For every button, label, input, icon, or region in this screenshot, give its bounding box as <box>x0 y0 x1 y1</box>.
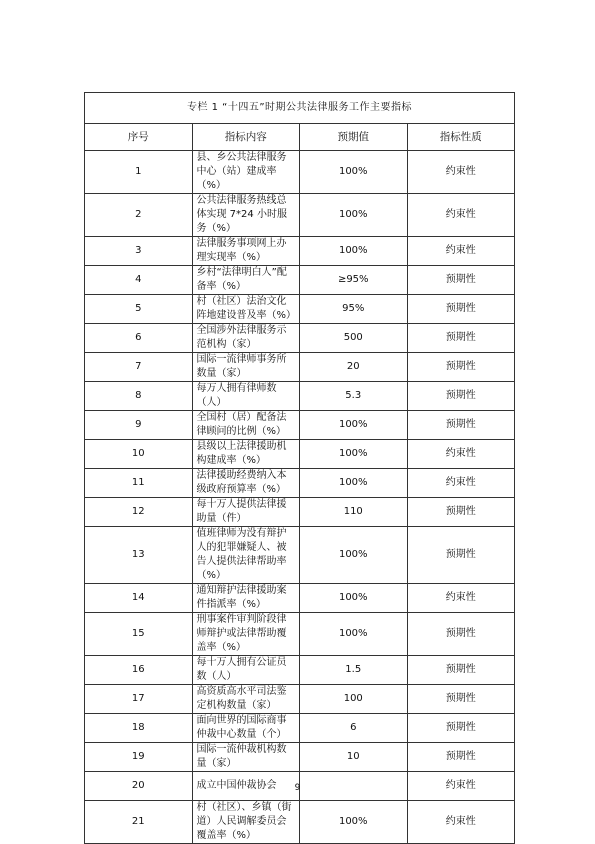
row-nature: 预期性 <box>407 353 515 382</box>
row-expected-value: 100% <box>300 527 408 584</box>
row-content: 法律援助经费纳入本级政府预算率（%） <box>192 469 300 498</box>
row-nature: 预期性 <box>407 266 515 295</box>
table-row <box>85 151 515 194</box>
table-title: 专栏 1 “十四五”时期公共法律服务工作主要指标 <box>85 93 515 124</box>
row-nature: 预期性 <box>407 324 515 353</box>
table-row <box>85 801 515 844</box>
row-expected-value: 5.3 <box>300 382 408 411</box>
row-expected-value: 100% <box>300 151 408 194</box>
table-row <box>85 440 515 469</box>
row-expected-value: 1.5 <box>300 656 408 685</box>
row-nature: 预期性 <box>407 685 515 714</box>
row-number: 16 <box>85 656 193 685</box>
header-expected-value: 预期值 <box>300 124 408 151</box>
row-nature: 预期性 <box>407 714 515 743</box>
row-expected-value: ≥95% <box>300 266 408 295</box>
row-content: 每万人拥有律师数（人） <box>192 382 300 411</box>
row-number: 18 <box>85 714 193 743</box>
row-nature: 预期性 <box>407 613 515 656</box>
row-expected-value: 100% <box>300 440 408 469</box>
row-nature: 预期性 <box>407 498 515 527</box>
row-content: 每十万人提供法律援助量（件） <box>192 498 300 527</box>
row-number: 14 <box>85 584 193 613</box>
row-content: 村（社区）法治文化阵地建设普及率（%） <box>192 295 300 324</box>
row-number: 5 <box>85 295 193 324</box>
table-row <box>85 743 515 772</box>
table-row <box>85 469 515 498</box>
row-number: 2 <box>85 194 193 237</box>
row-content: 高资质高水平司法鉴定机构数量（家） <box>192 685 300 714</box>
table-row <box>85 584 515 613</box>
row-content: 乡村“法律明白人”配备率（%） <box>192 266 300 295</box>
row-number: 21 <box>85 801 193 844</box>
row-nature: 约束性 <box>407 469 515 498</box>
header-number: 序号 <box>85 124 193 151</box>
row-expected-value: 6 <box>300 714 408 743</box>
table-row <box>85 353 515 382</box>
row-number: 12 <box>85 498 193 527</box>
row-number: 4 <box>85 266 193 295</box>
table-row <box>85 685 515 714</box>
row-nature: 约束性 <box>407 584 515 613</box>
table-row <box>85 237 515 266</box>
table-row <box>85 714 515 743</box>
row-nature: 约束性 <box>407 151 515 194</box>
row-number: 20 <box>85 772 193 801</box>
row-content: 每十万人拥有公证员数（人） <box>192 656 300 685</box>
row-expected-value: 100 <box>300 685 408 714</box>
row-number: 19 <box>85 743 193 772</box>
row-expected-value: 95% <box>300 295 408 324</box>
row-number: 3 <box>85 237 193 266</box>
table-header-row <box>85 124 515 151</box>
row-content: 全国村（居）配备法律顾问的比例（%） <box>192 411 300 440</box>
row-nature: 预期性 <box>407 382 515 411</box>
table-row <box>85 382 515 411</box>
row-expected-value: 20 <box>300 353 408 382</box>
row-content: 面向世界的国际商事仲裁中心数量（个） <box>192 714 300 743</box>
table-row <box>85 295 515 324</box>
row-content: 全国涉外法律服务示范机构（家） <box>192 324 300 353</box>
row-content: 县级以上法律援助机构建成率（%） <box>192 440 300 469</box>
row-nature: 约束性 <box>407 194 515 237</box>
page-number: 9 <box>294 783 301 793</box>
row-expected-value: 100% <box>300 411 408 440</box>
row-content: 国际一流仲裁机构数量（家） <box>192 743 300 772</box>
row-content: 国际一流律师事务所数量（家） <box>192 353 300 382</box>
row-expected-value: 100% <box>300 194 408 237</box>
row-number: 6 <box>85 324 193 353</box>
row-content: 法律服务事项网上办理实现率（%） <box>192 237 300 266</box>
row-expected-value: 100% <box>300 469 408 498</box>
row-number: 13 <box>85 527 193 584</box>
indicator-table <box>84 92 515 844</box>
row-nature: 约束性 <box>407 772 515 801</box>
row-nature: 预期性 <box>407 295 515 324</box>
row-nature: 预期性 <box>407 743 515 772</box>
row-nature: 预期性 <box>407 527 515 584</box>
row-nature: 预期性 <box>407 656 515 685</box>
row-number: 11 <box>85 469 193 498</box>
row-content: 通知辩护法律援助案件指派率（%） <box>192 584 300 613</box>
row-content: 县、乡公共法律服务中心（站）建成率（%） <box>192 151 300 194</box>
row-content: 值班律师为没有辩护人的犯罪嫌疑人、被告人提供法律帮助率（%） <box>192 527 300 584</box>
table-row <box>85 266 515 295</box>
row-expected-value: 110 <box>300 498 408 527</box>
row-number: 1 <box>85 151 193 194</box>
row-number: 8 <box>85 382 193 411</box>
table-row <box>85 498 515 527</box>
row-number: 15 <box>85 613 193 656</box>
row-content: 刑事案件审判阶段律师辩护或法律帮助覆盖率（%） <box>192 613 300 656</box>
row-expected-value: 100% <box>300 237 408 266</box>
table-row <box>85 194 515 237</box>
table-row <box>85 656 515 685</box>
row-nature: 约束性 <box>407 237 515 266</box>
row-nature: 预期性 <box>407 411 515 440</box>
table-row <box>85 411 515 440</box>
row-content: 成立中国仲裁协会 <box>192 772 300 801</box>
row-content: 村（社区）、乡镇（街道）人民调解委员会覆盖率（%） <box>192 801 300 844</box>
row-expected-value: 500 <box>300 324 408 353</box>
table-row <box>85 527 515 584</box>
header-nature: 指标性质 <box>407 124 515 151</box>
header-content: 指标内容 <box>192 124 300 151</box>
row-number: 7 <box>85 353 193 382</box>
row-number: 17 <box>85 685 193 714</box>
row-nature: 约束性 <box>407 440 515 469</box>
row-nature: 约束性 <box>407 801 515 844</box>
row-expected-value: 100% <box>300 613 408 656</box>
table-row <box>85 324 515 353</box>
table-row <box>85 613 515 656</box>
row-expected-value: 100% <box>300 801 408 844</box>
row-content: 公共法律服务热线总体实现 7*24 小时服务（%） <box>192 194 300 237</box>
row-number: 10 <box>85 440 193 469</box>
row-number: 9 <box>85 411 193 440</box>
row-expected-value: 10 <box>300 743 408 772</box>
table-title-row <box>85 93 515 124</box>
row-expected-value: 100% <box>300 584 408 613</box>
